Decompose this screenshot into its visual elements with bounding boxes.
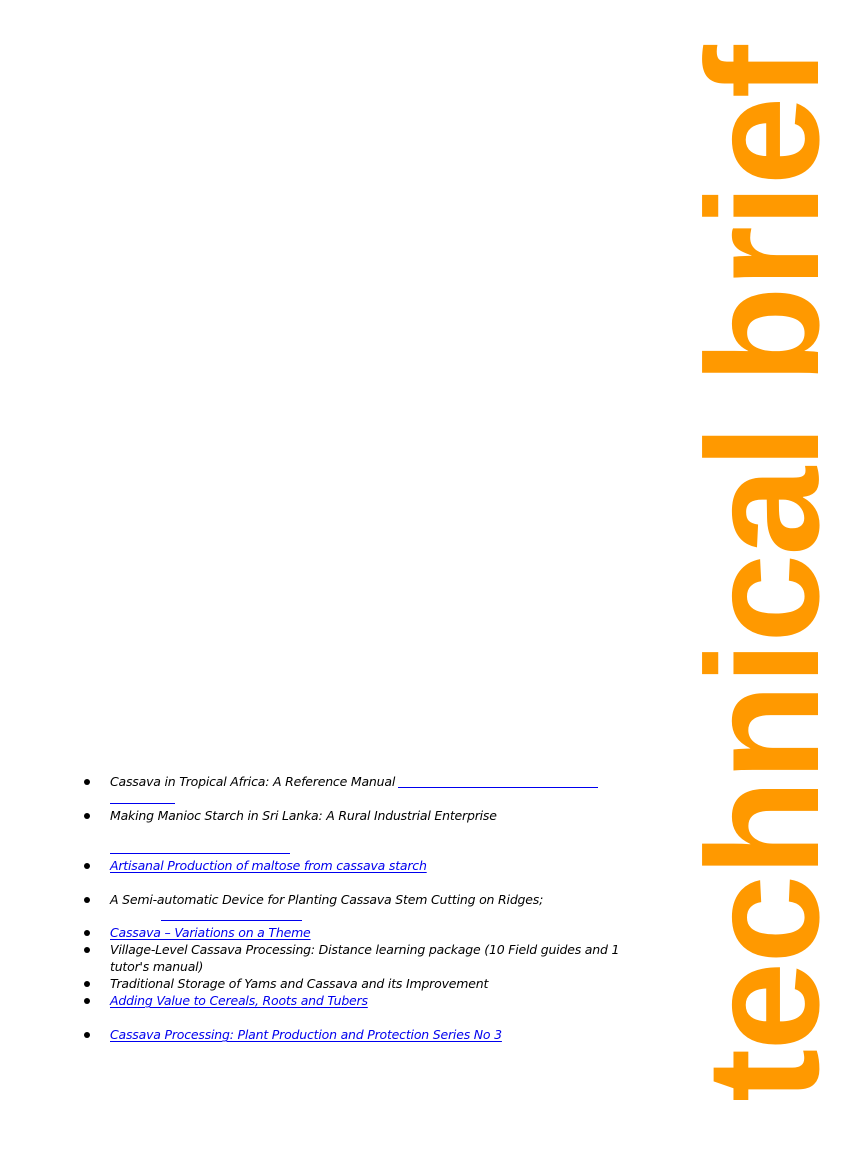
reference-item-4: A Semi-automatic Device for Planting Cassava Stem Cutting on Ridges;	[110, 892, 544, 907]
bullet-icon	[84, 930, 90, 936]
link-underline[interactable]	[110, 853, 290, 854]
bullet-icon	[84, 981, 90, 987]
bullet-icon	[84, 1032, 90, 1038]
reference-link-3[interactable]: Artisanal Production of maltose from cassava starch	[110, 858, 427, 873]
reference-item-1: Cassava in Tropical Africa: A Reference Manual	[110, 774, 396, 789]
reference-link-5[interactable]: Cassava – Variations on a Theme	[110, 925, 311, 940]
reference-item-6: Village-Level Cassava Processing: Distance learning package (10 Field guides and 1 tutor's manual)	[110, 942, 620, 974]
technical-brief-banner: technical brief	[673, 47, 852, 1102]
reference-link-8[interactable]: Adding Value to Cereals, Roots and Tubers	[110, 993, 368, 1008]
reference-item-2: Making Manioc Starch in Sri Lanka: A Rural Industrial Enterprise	[110, 808, 497, 823]
bullet-icon	[84, 947, 90, 953]
bullet-icon	[84, 779, 90, 785]
bullet-icon	[84, 813, 90, 819]
link-underline[interactable]	[110, 803, 175, 804]
link-underline[interactable]	[398, 787, 598, 788]
bullet-icon	[84, 897, 90, 903]
reference-link-9[interactable]: Cassava Processing: Plant Production and Protection Series No 3	[110, 1027, 502, 1042]
bullet-icon	[84, 998, 90, 1004]
reference-item-7: Traditional Storage of Yams and Cassava and its Improvement	[110, 976, 489, 991]
link-underline[interactable]	[161, 920, 302, 921]
bullet-icon	[84, 863, 90, 869]
